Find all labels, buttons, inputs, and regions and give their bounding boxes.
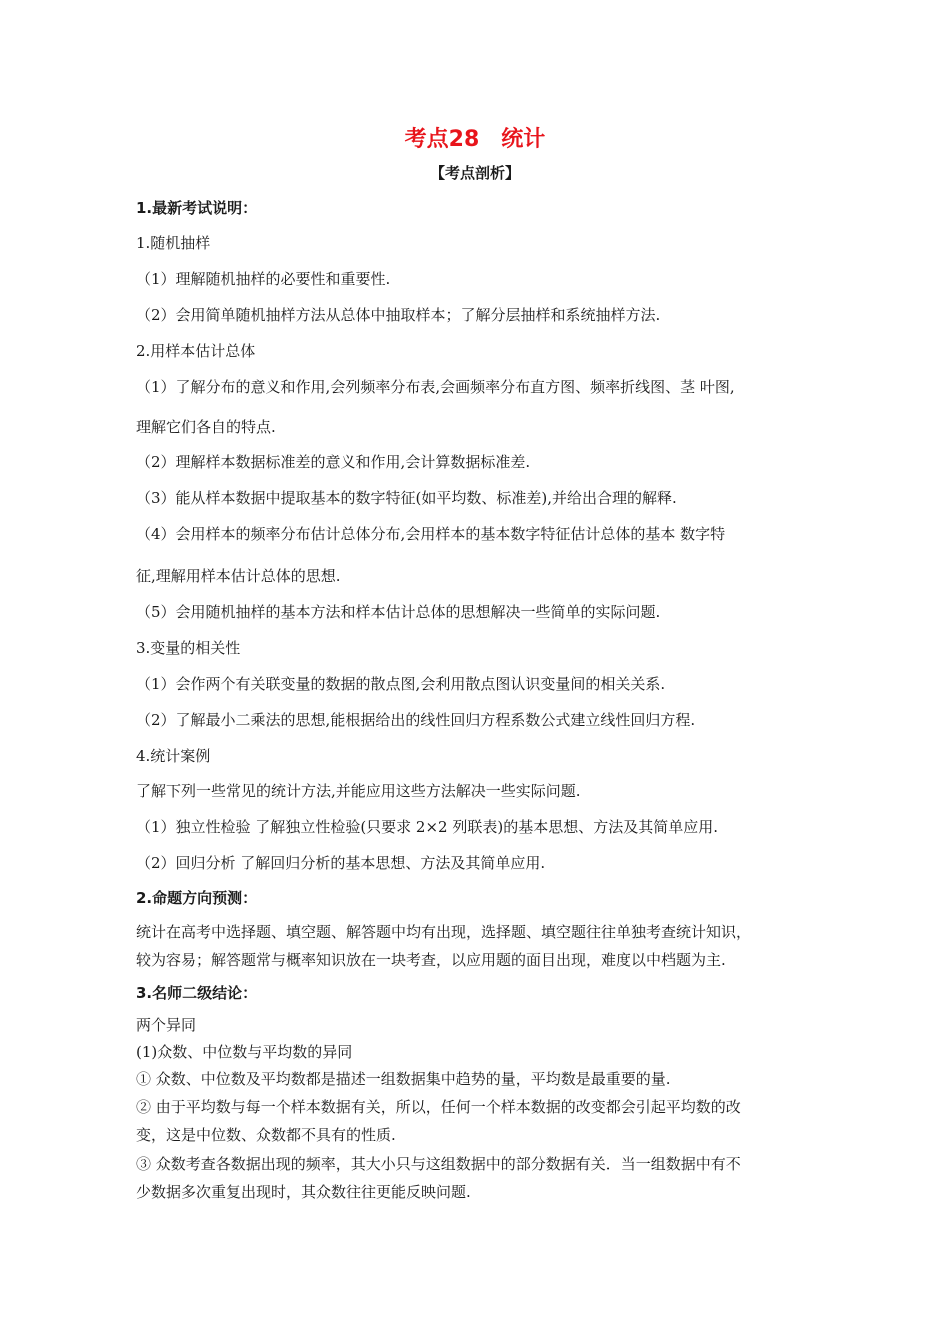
- text-line: 4.统计案例: [136, 747, 211, 765]
- text-line: 了解下列一些常见的统计方法,并能应用这些方法解决一些实际问题.: [136, 782, 581, 800]
- text-line: 3.变量的相关性: [136, 639, 241, 657]
- text-line: 较为容易；解答题常与概率知识放在一块考查，以应用题的面目出现，难度以中档题为主.: [136, 951, 726, 969]
- text-line: 1.随机抽样: [136, 234, 211, 252]
- section-heading: 【考点剖析】: [429, 164, 520, 182]
- text-line: （2）理解样本数据标准差的意义和作用,会计算数据标准差.: [136, 453, 531, 471]
- text-line: （3）能从样本数据中提取基本的数字特征(如平均数、标准差),并给出合理的解释.: [136, 489, 677, 507]
- text-line: 理解它们各自的特点.: [136, 418, 276, 436]
- text-line: ① 众数、中位数及平均数都是描述一组数据集中趋势的量，平均数是最重要的量.: [136, 1070, 671, 1088]
- text-line: （2）了解最小二乘法的思想,能根据给出的线性回归方程系数公式建立线性回归方程.: [136, 711, 696, 729]
- text-line: ② 由于平均数与每一个样本数据有关，所以，任何一个样本数据的改变都会引起平均数的改: [136, 1098, 741, 1116]
- text-line: （1）了解分布的意义和作用,会列频率分布表,会画频率分布直方图、频率折线图、茎 叶图,: [136, 378, 735, 396]
- text-line: （1）独立性检验 了解独立性检验(只要求 2×2 列联表)的基本思想、方法及其简单应用.: [136, 818, 718, 836]
- title-main: 考点28: [404, 127, 480, 152]
- heading-conclusions: 3.名师二级结论：: [136, 984, 258, 1002]
- page-title: [0, 122, 950, 153]
- text-line: 征,理解用样本估计总体的思想.: [136, 567, 341, 585]
- text-line: （2）会用简单随机抽样方法从总体中抽取样本；了解分层抽样和系统抽样方法.: [136, 306, 661, 324]
- text-line: 2.用样本估计总体: [136, 342, 256, 360]
- text-line: （4）会用样本的频率分布估计总体分布,会用样本的基本数字特征估计总体的基本 数字特: [136, 525, 726, 543]
- text-line: ③ 众数考查各数据出现的频率，其大小只与这组数据中的部分数据有关．当一组数据中有不: [136, 1155, 741, 1173]
- text-line: （2）回归分析 了解回归分析的基本思想、方法及其简单应用.: [136, 854, 546, 872]
- text-line: 两个异同: [136, 1016, 197, 1034]
- text-line: （1）理解随机抽样的必要性和重要性.: [136, 270, 391, 288]
- text-line: 少数据多次重复出现时，其众数往往更能反映问题.: [136, 1183, 471, 1201]
- text-line: （5）会用随机抽样的基本方法和样本估计总体的思想解决一些简单的实际问题.: [136, 603, 661, 621]
- text-line: 变，这是中位数、众数都不具有的性质.: [136, 1126, 396, 1144]
- text-line: 统计在高考中选择题、填空题、解答题中均有出现，选择题、填空题往往单独考查统计知识，: [136, 923, 752, 941]
- text-line: (1)众数、中位数与平均数的异同: [136, 1043, 353, 1061]
- heading-prediction: 2.命题方向预测：: [136, 889, 258, 907]
- text-line: （1）会作两个有关联变量的数据的散点图,会利用散点图认识变量间的相关关系.: [136, 675, 666, 693]
- heading-exam-notes: 1.最新考试说明：: [136, 199, 258, 217]
- title-sub: 统计: [501, 127, 546, 152]
